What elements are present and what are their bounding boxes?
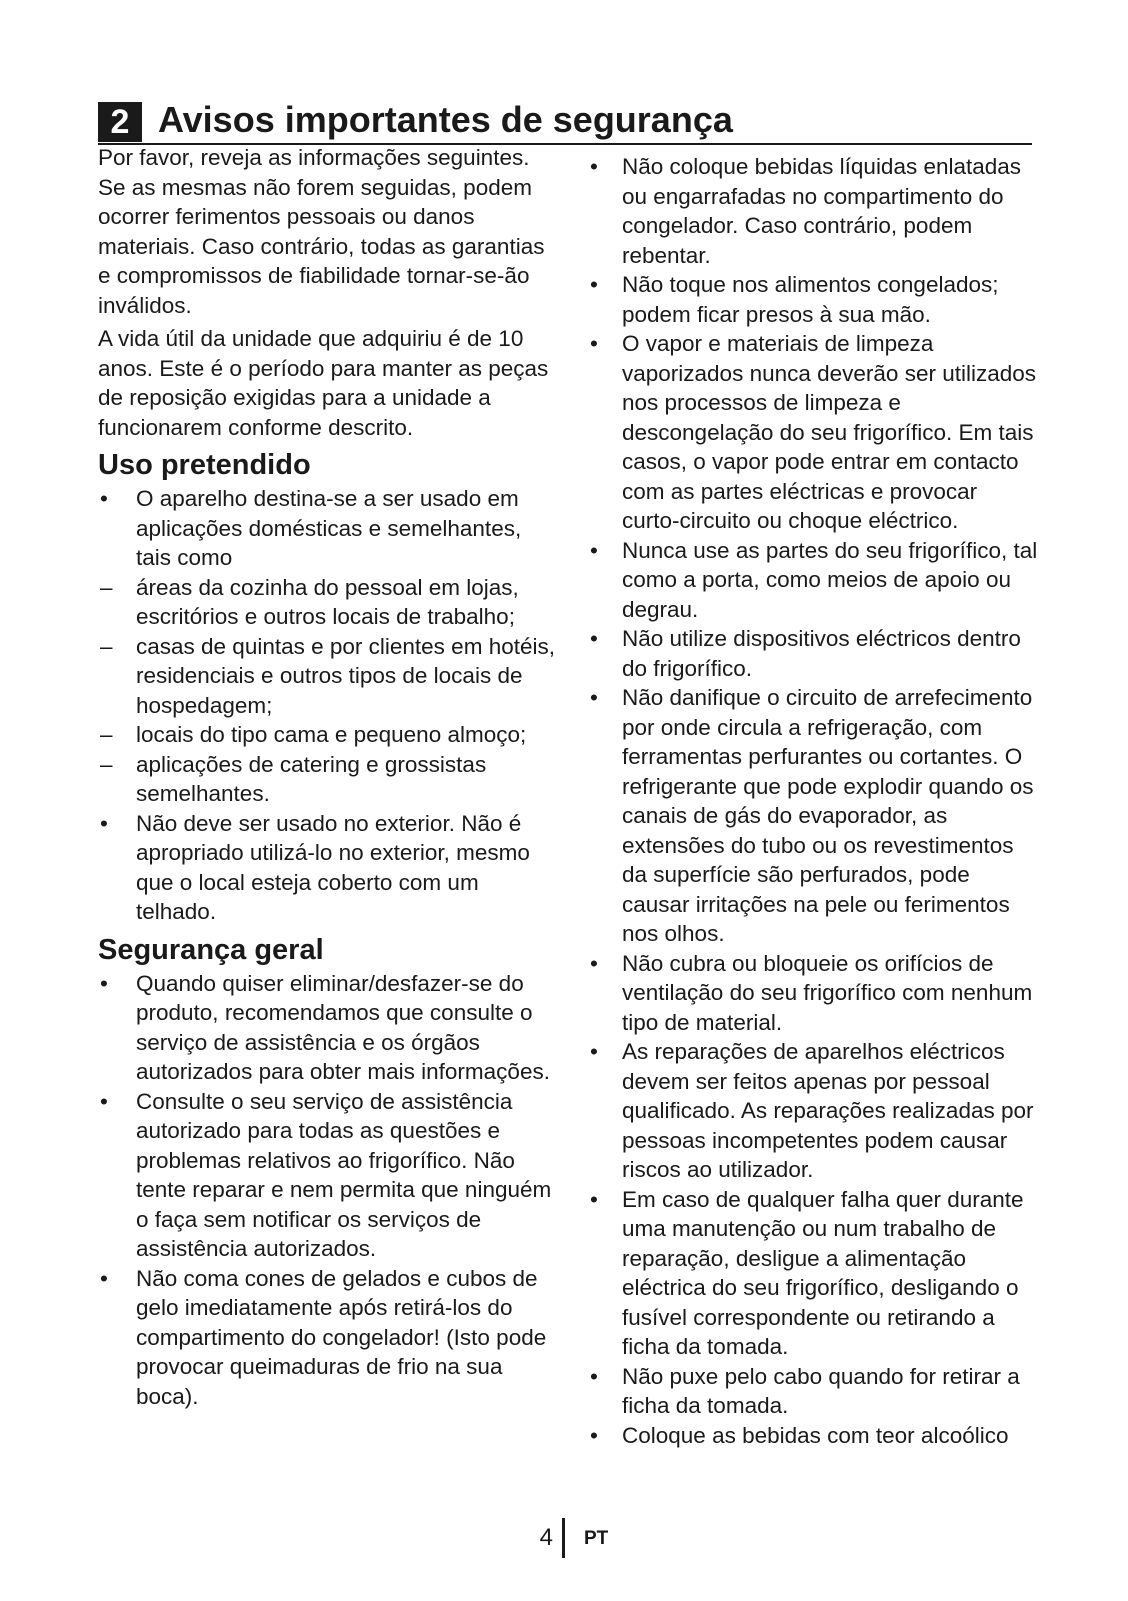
list-item-text: locais do tipo cama e pequeno almoço; [136, 722, 527, 747]
list-item-text: Nunca use as partes do seu frigorífico, tal como a porta, como meios de apoio ou degrau. [622, 537, 1038, 622]
intro-paragraph: A vida útil da unidade que adquiriu é de 10 anos. Este é o período para manter as peças de reposição exigidas para a unidade a funcionarem conforme descrito. [98, 326, 549, 440]
bullet-marker: • [100, 486, 108, 511]
bullet-marker: • [590, 1039, 598, 1064]
bullet-marker: • [590, 626, 598, 651]
left-column [98, 143, 558, 1411]
list-item [588, 536, 1038, 625]
intended-use-list [98, 484, 558, 927]
general-safety-heading: Segurança geral [98, 933, 324, 966]
list-item [588, 1185, 1038, 1362]
footer-divider [562, 1518, 565, 1558]
list-item [98, 720, 558, 750]
list-item-text: aplicações de catering e grossistas semelhantes. [136, 751, 487, 806]
list-item [98, 969, 558, 1087]
list-item [588, 1037, 1038, 1185]
bullet-marker: • [590, 1363, 598, 1389]
list-item [98, 750, 558, 809]
list-item [588, 624, 1038, 683]
list-item-text: Não utilize dispositivos eléctricos dentro do frigorífico. [622, 626, 1021, 681]
list-item-text: Não deve ser usado no exterior. Não é apropriado utilizá-lo no exterior, mesmo que o local esteja coberto com um telhado. [136, 810, 530, 924]
bullet-marker: • [590, 537, 598, 563]
dash-marker: – [100, 722, 113, 747]
page-title: Avisos importantes de segurança [158, 99, 733, 140]
list-item-text: Consulte o seu serviço de assistência autorizado para todas as questões e problemas relativos ao frigorífico. Não tente reparar e nem permita que ninguém o faça sem notificar os serviços de assistência autorizados. [136, 1088, 552, 1261]
bullet-marker: • [100, 970, 108, 996]
list-item-text: Não danifique o circuito de arrefecimento por onde circula a refrigeração, com ferramentas perfurantes ou cortantes. O refrigerante que pode explodir quando os canais de gás do evaporador, as extensões do tubo ou os revestimentos da superfície são perfurados, pode causar irritações na pele ou ferimentos nos olhos. [622, 685, 1034, 946]
dash-marker: – [100, 751, 113, 777]
chapter-number-badge: 2 [98, 102, 142, 142]
list-item [588, 152, 1038, 270]
bullet-marker: • [100, 1088, 108, 1114]
list-item [98, 1087, 558, 1264]
general-safety-list [98, 969, 558, 1412]
safety-list-continued [588, 152, 1038, 1450]
intended-use-heading: Uso pretendido [98, 449, 311, 481]
list-item [588, 1362, 1038, 1421]
page-number: 4 [539, 1524, 553, 1551]
list-item-text: casas de quintas e por clientes em hotéis, residenciais e outros tipos de locais de hospedagem; [136, 633, 555, 718]
page-footer [0, 1518, 1128, 1562]
section-header [98, 98, 1032, 144]
list-item [588, 270, 1038, 329]
list-item [588, 683, 1038, 949]
bullet-marker: • [590, 950, 598, 976]
dash-marker: – [100, 633, 113, 659]
list-item [588, 1421, 1038, 1451]
list-item [98, 484, 558, 573]
bullet-marker: • [590, 154, 598, 179]
list-item [98, 632, 558, 721]
bullet-marker: • [590, 1186, 598, 1212]
intro-paragraph: Por favor, reveja as informações seguintes. Se as mesmas não forem seguidas, podem ocorrer ferimentos pessoais ou danos materiais. Caso contrário, todas as garantias e compromissos de fiabilidade tornar-se-ão inválidos. [98, 145, 545, 318]
list-item-text: Em caso de qualquer falha quer durante uma manutenção ou num trabalho de reparação, desligue a alimentação eléctrica do seu frigorífico, desligando o fusível correspondente ou retirando a ficha da tomada. [622, 1186, 1024, 1359]
list-item-text: Quando quiser eliminar/desfazer-se do produto, recomendamos que consulte o serviço de assistência e os órgãos autorizados para obter mais informações. [136, 970, 550, 1084]
bullet-marker: • [100, 810, 108, 836]
bullet-marker: • [590, 272, 598, 297]
bullet-marker: • [590, 331, 598, 356]
bullet-marker: • [100, 1265, 108, 1291]
list-item-text: Não coma cones de gelados e cubos de gelo imediatamente após retirá-los do compartimento do congelador! (Isto pode provocar queimaduras de frio na sua boca). [136, 1265, 547, 1409]
list-item-text: Não toque nos alimentos congelados; podem ficar presos à sua mão. [622, 272, 999, 327]
list-item [588, 949, 1038, 1038]
list-item-text: áreas da cozinha do pessoal em lojas, escritórios e outros locais de trabalho; [136, 574, 519, 629]
list-item [98, 573, 558, 632]
bullet-marker: • [590, 685, 598, 710]
dash-marker: – [100, 574, 113, 600]
list-item-text: O vapor e materiais de limpeza vaporizados nunca deverão ser utilizados nos processos de limpeza e descongelação do seu frigorífico. Em tais casos, o vapor pode entrar em contacto com as partes eléctricas e provocar curto-circuito ou choque eléctrico. [622, 331, 1036, 533]
bullet-marker: • [590, 1422, 598, 1448]
list-item-text: O aparelho destina-se a ser usado em aplicações domésticas e semelhantes, tais como [136, 486, 522, 570]
list-item [98, 1264, 558, 1412]
list-item-text: As reparações de aparelhos eléctricos devem ser feitos apenas por pessoal qualificado. As reparações realizadas por pessoas incompetentes podem causar riscos ao utilizador. [622, 1039, 1034, 1182]
list-item-text: Coloque as bebidas com teor alcoólico [622, 1422, 1009, 1448]
language-code: PT [584, 1528, 609, 1549]
right-column [588, 152, 1038, 1450]
list-item [588, 329, 1038, 536]
list-item-text: Não coloque bebidas líquidas enlatadas ou engarrafadas no compartimento do congelador. Caso contrário, podem rebentar. [622, 154, 1022, 268]
list-item-text: Não cubra ou bloqueie os orifícios de ventilação do seu frigorífico com nenhum tipo de material. [622, 950, 1033, 1035]
list-item [98, 809, 558, 927]
list-item-text: Não puxe pelo cabo quando for retirar a ficha da tomada. [622, 1363, 1020, 1418]
